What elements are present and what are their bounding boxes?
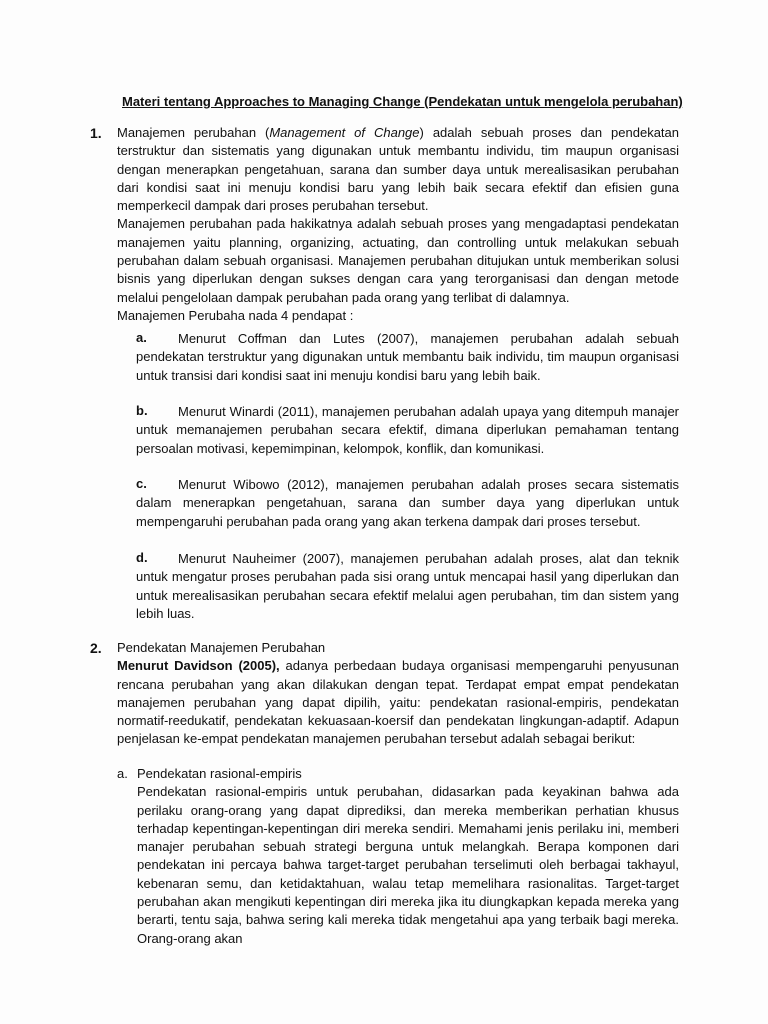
intro-term: Management of Change (269, 125, 420, 140)
section-2-paragraph (117, 657, 679, 748)
section-1-paragraph-2: Manajemen perubahan pada hakikatnya adalah sebuah proses yang mengadaptasi pendekatan manajemen yaitu planning, organizing, actuating, dan controlling untuk melakukan sebuah perubahan dalam sebuah organisasi. Manajemen perubahan ditujukan untuk memberikan solusi bisnis yang diperlukan dengan sukses dengan cara yang terorganisasi dan dengan metode melalui pengelolaan dampak perubahan pada orang yang terlibat di dalamnya. (117, 216, 679, 305)
section-2-text: adanya perbedaan budaya organisasi mempengaruhi penyusunan rencana perubahan yang akan dilakukan dengan tepat. Terdapat empat empat pendekatan manajemen perubahan yang dapat dipilih, yaitu: pendekatan rasional-empiris, pendekatan normatif-reedukatif, pendekatan kekuasaan-koersif dan pendekatan lingkungan-adaptif. Adapun penjelasan ke-empat pendekatan manajemen perubahan tersebut adalah sebagai berikut: (117, 658, 680, 747)
opinion-d-text: , manajemen perubahan adalah proses, alat dan teknik untuk mengatur proses perubahan pada sisi orang untuk mencapai hasil yang diperlukan dan untuk merealisasikan perubahan secara efektif melalui agen perubahan, tim dan sistem yang lebih luas. (136, 551, 679, 621)
opinion-c-letter: c. (136, 476, 147, 491)
section-2-body (117, 639, 679, 749)
opinion-b (136, 403, 679, 458)
section-2-source: Menurut Davidson (2005), (117, 658, 280, 674)
section-1-body (117, 124, 679, 325)
opinion-b-source: Menurut Winardi (2011) (178, 404, 315, 419)
section-2-heading: Pendekatan Manajemen Perubahan (117, 640, 326, 655)
opinion-c (136, 476, 679, 531)
sub-a-heading: Pendekatan rasional-empiris (137, 766, 302, 781)
opinion-a-source: Menurut Coffman dan Lutes (2007) (178, 331, 415, 346)
intro-text-a: Manajemen perubahan ( (117, 125, 270, 140)
sub-a-letter: a. (117, 766, 128, 781)
opinions-intro: Manajemen Perubaha nada 4 pendapat : (117, 307, 354, 323)
opinion-a-letter: a. (136, 330, 147, 345)
opinion-b-letter: b. (136, 403, 148, 418)
opinion-c-text: , manajemen perubahan adalah proses secara sistematis dalam menerapkan pengetahuan, sarana dan sumber daya yang diperlukan untuk mempengaruhi perubahan pada orang yang akan terkena dampak dari proses tersebut. (136, 477, 679, 529)
section-number-1: 1. (90, 125, 102, 141)
opinion-c-source: Menurut Wibowo (2012) (178, 477, 325, 492)
opinion-a (136, 330, 679, 385)
intro-text-b: ) adalah sebuah proses dan pendekatan terstruktur dan sistematis yang digunakan untuk membantu individu, tim maupun organisasi dengan menerapkan pengetahuan, sarana dan sumber daya untuk merealisasikan perubahan dari kondisi saat ini menuju kondisi baru yang lebih baik secara efektif dan efisien guna memperkecil dampak dari proses perubahan tersebut. (117, 125, 679, 214)
opinion-d-source: Menurut Nauheimer (2007) (178, 551, 341, 566)
opinion-d (136, 550, 679, 623)
opinion-a-text: , manajemen perubahan adalah sebuah pendekatan terstruktur yang digunakan untuk membantu baik individu, tim maupun organisasi untuk transisi dari kondisi saat ini menuju kondisi baru yang lebih baik. (136, 331, 680, 383)
sub-a-text: Pendekatan rasional-empiris untuk perubahan, didasarkan pada keyakinan bahwa ada perilaku orang-orang yang dapat diprediksi, dan mereka memberikan perhatian khusus terhadap kepentingan-kepentingan diri mereka sendiri. Memahami jenis perilaku ini, memberi manajer perubahan sebuah strategi berguna untuk melangkah. Berapa komponen dari pendekatan ini percaya bahwa target-target perubahan terselimuti oleh berbagai takhayul, kebenaran semu, dan ketidaktahuan, walau tetap memelihara rasionalitas. Target-target perubahan akan mengikuti kepentingan diri mereka jika itu diungkapkan kepada mereka yang berarti, tentu saja, bahwa sering kali mereka tidak mengetahui apa yang terbaik bagi mereka. Orang-orang akan (137, 784, 679, 946)
opinion-b-text: , manajemen perubahan adalah upaya yang ditempuh manajer untuk memanajemen perubahan secara efektif, dimana diperlukan pemahaman tentang persoalan motivasi, kepemimpinan, kelompok, konflik, dan komunikasi. (136, 404, 680, 456)
opinion-d-letter: d. (136, 550, 148, 565)
sub-a-body (137, 765, 679, 948)
document-title: Materi tentang Approaches to Managing Change (Pendekatan untuk mengelola perubahan) (122, 94, 683, 109)
section-1-intro (117, 124, 679, 215)
section-number-2: 2. (90, 640, 102, 656)
